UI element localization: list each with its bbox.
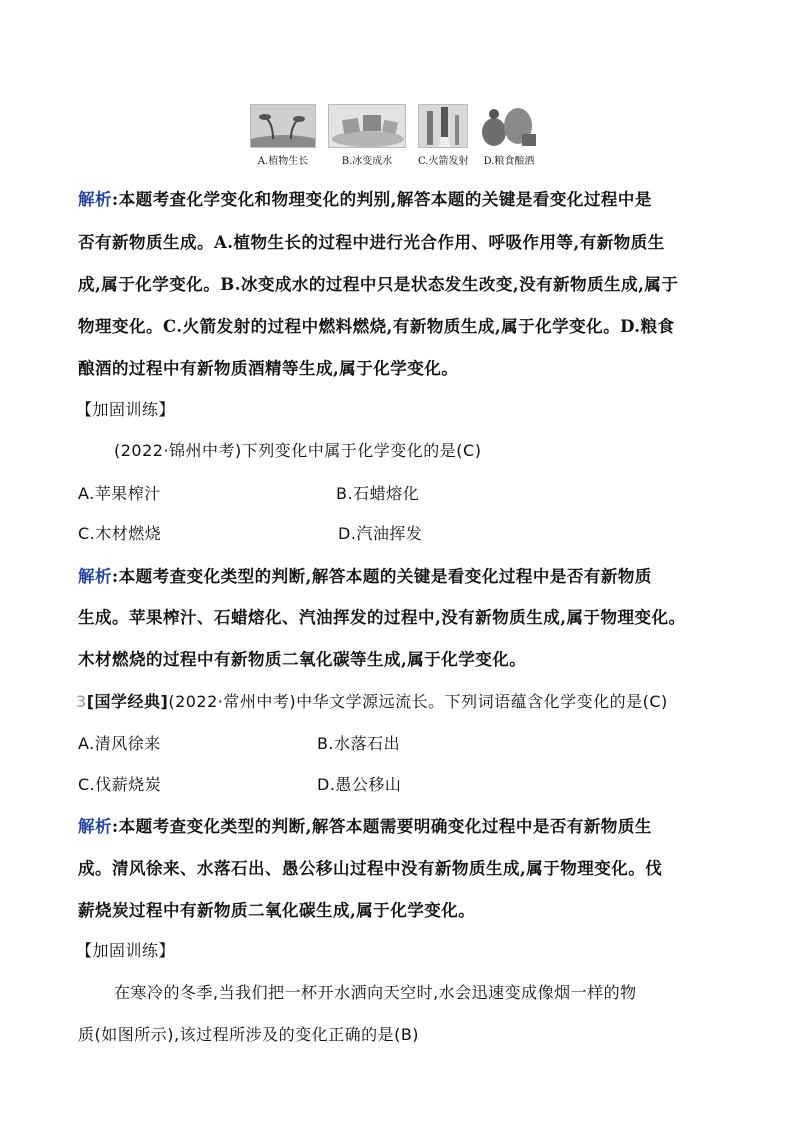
analysis2-line-2: 生成。苹果榨汁、石蜡熔化、汽油挥发的过程中,没有新物质生成,属于物理变化。 <box>78 608 686 627</box>
caption-d: D.粮食酿酒 <box>483 156 535 167</box>
training1-option-d: D.汽油挥发 <box>338 524 423 543</box>
caption-c: C.火箭发射 <box>418 156 469 167</box>
rocket-launch-image <box>418 104 468 148</box>
analysis1-line-2: 否有新物质生成。A.植物生长的过程中进行光合作用、呼吸作用等,有新物质生 <box>78 233 665 252</box>
training2-line-2: 质(如图所示),该过程所涉及的变化正确的是(B) <box>78 1025 420 1044</box>
question3 <box>76 689 668 712</box>
analysis-label: 解析 <box>78 567 112 586</box>
training1-option-b: B.石蜡熔化 <box>336 484 420 503</box>
training1-option-c: C.木材燃烧 <box>78 524 162 543</box>
q3-option-b: B.水落石出 <box>317 734 401 753</box>
q3-option-d: D.愚公移山 <box>317 775 402 794</box>
figure-c <box>418 104 468 167</box>
analysis-text: :本题考查变化类型的判断,解答本题的关键是看变化过程中是否有新物质 <box>112 567 652 586</box>
analysis-text: :本题考查变化类型的判断,解答本题需要明确变化过程中是否有新物质生 <box>112 817 652 836</box>
analysis-label: 解析 <box>78 190 112 209</box>
figure-a <box>250 104 316 167</box>
analysis-text: :本题考查化学变化和物理变化的判别,解答本题的关键是看变化过程中是 <box>112 190 652 209</box>
figure-row <box>246 104 546 170</box>
q3-option-c: C.伐薪烧炭 <box>78 775 162 794</box>
analysis-label: 解析 <box>78 817 112 836</box>
figure-b <box>328 104 406 167</box>
training2-line-1: 在寒冷的冬季,当我们把一杯开水洒向天空时,水会迅速变成像烟一样的物 <box>114 983 637 1002</box>
caption-a: A.植物生长 <box>257 156 309 167</box>
question-tag: [国学经典] <box>86 692 169 711</box>
analysis1-line-5: 酿酒的过程中有新物质酒精等生成,属于化学变化。 <box>78 359 459 378</box>
question-text: (2022·常州中考)中华文学源远流长。下列词语蕴含化学变化的是(C) <box>168 692 668 711</box>
plant-growth-image <box>250 104 316 148</box>
analysis1-line-1 <box>78 186 652 210</box>
training1-title: 【加固训练】 <box>76 400 176 419</box>
analysis1-line-3: 成,属于化学变化。B.冰变成水的过程中只是状态发生改变,没有新物质生成,属于 <box>78 275 679 294</box>
analysis2-line-3: 木材燃烧的过程中有新物质二氧化碳等生成,属于化学变化。 <box>78 650 527 669</box>
analysis1-line-4: 物理变化。C.火箭发射的过程中燃料燃烧,有新物质生成,属于化学变化。D.粮食 <box>78 317 675 336</box>
analysis2-line-1 <box>78 563 652 587</box>
ice-melting-image <box>328 104 406 148</box>
question-number: 3 <box>76 692 87 711</box>
training2-title: 【加固训练】 <box>76 941 176 960</box>
figure-d <box>478 104 540 167</box>
training1-option-a: A.苹果榨汁 <box>78 484 161 503</box>
analysis3-line-3: 薪烧炭过程中有新物质二氧化碳生成,属于化学变化。 <box>78 901 476 920</box>
analysis3-line-2: 成。清风徐来、水落石出、愚公移山过程中没有新物质生成,属于物理变化。伐 <box>78 859 663 878</box>
training1-question: (2022·锦州中考)下列变化中属于化学变化的是(C) <box>114 441 482 460</box>
q3-option-a: A.清风徐来 <box>78 734 161 753</box>
analysis3-line-1 <box>78 813 652 837</box>
caption-b: B.冰变成水 <box>341 156 393 167</box>
wine-brewing-image <box>478 104 540 148</box>
